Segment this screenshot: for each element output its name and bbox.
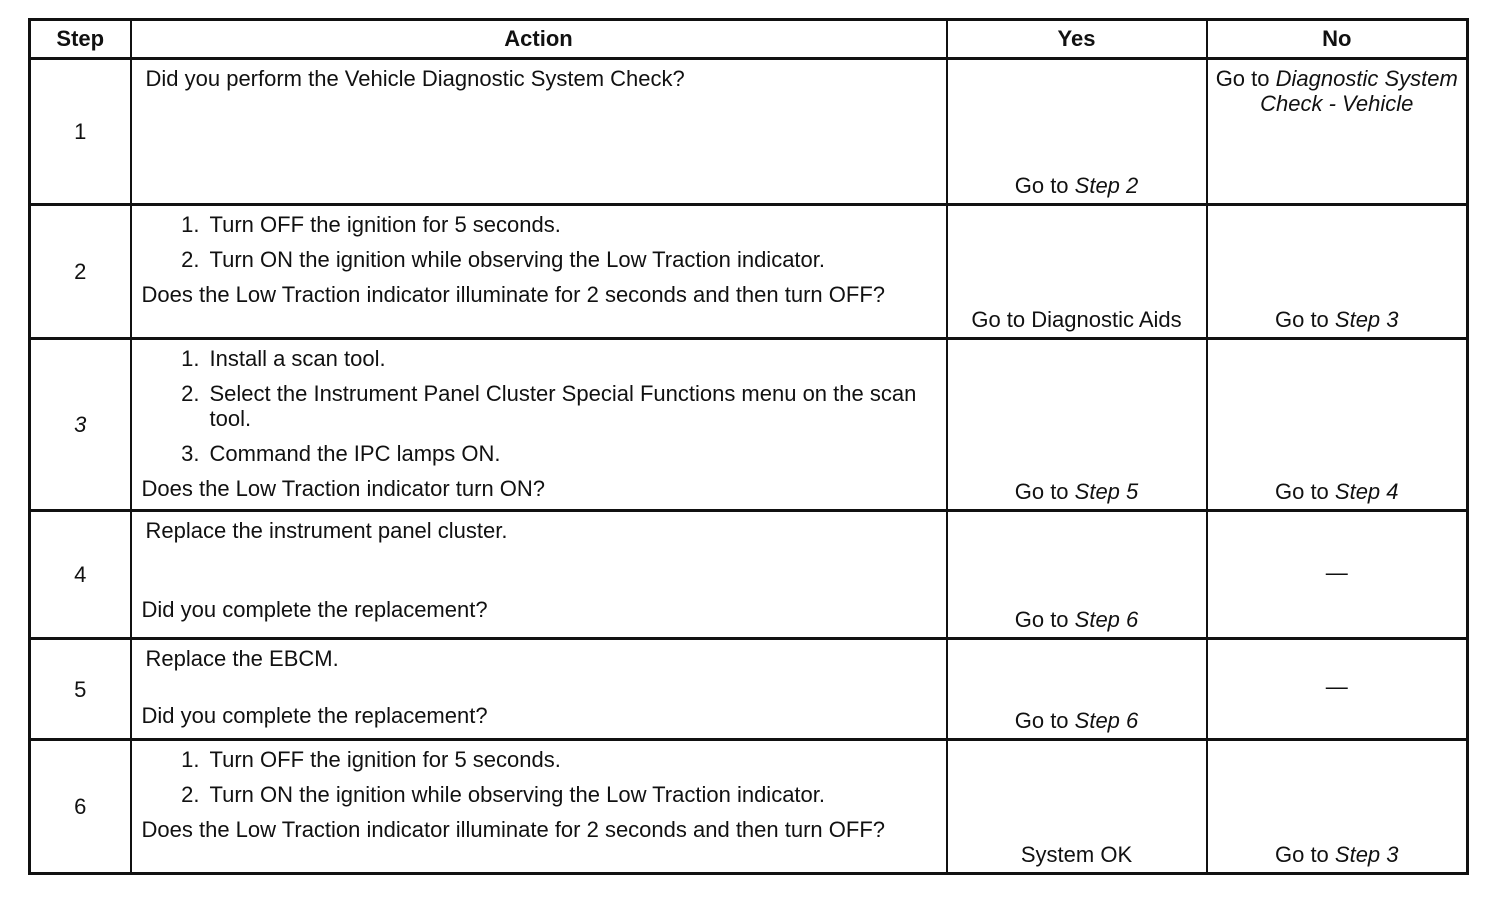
table-row	[30, 639, 1468, 740]
item-number: 1.	[181, 346, 200, 371]
no-target: Diagnostic System Check - Vehicle	[1260, 66, 1458, 116]
list-item	[142, 782, 924, 807]
no-target: Step 3	[1334, 307, 1399, 332]
no-target: Step 4	[1334, 479, 1399, 504]
step-number: 5	[30, 639, 131, 740]
yes-cell	[947, 639, 1207, 740]
table-row	[30, 59, 1468, 205]
no-dash: —	[1325, 559, 1348, 585]
item-text: Turn OFF the ignition for 5 seconds.	[209, 747, 561, 772]
list-item	[142, 381, 924, 431]
yes-prefix: Go to	[1014, 607, 1075, 632]
table-row	[30, 205, 1468, 339]
yes-cell: Go to Diagnostic Aids	[947, 205, 1207, 339]
question-text: Does the Low Traction indicator illuminate for 2 seconds and then turn OFF?	[141, 817, 885, 842]
no-target: Step 3	[1334, 842, 1399, 867]
yes-cell	[947, 511, 1207, 639]
item-text: Command the IPC lamps ON.	[209, 441, 501, 466]
list-item	[142, 212, 924, 237]
item-text: Turn ON the ignition while observing the Low Traction indicator.	[209, 782, 826, 807]
yes-target: Step 6	[1074, 708, 1139, 733]
list-item	[142, 346, 924, 371]
question-text: Does the Low Traction indicator turn ON?	[141, 476, 546, 501]
no-dash: —	[1325, 674, 1348, 699]
list-item	[142, 747, 924, 772]
step-number: 3	[30, 339, 131, 511]
item-text: Install a scan tool.	[209, 346, 386, 371]
question-text: Did you perform the Vehicle Diagnostic System Check?	[145, 66, 685, 91]
no-cell	[1207, 59, 1468, 205]
yes-prefix: Go to	[1014, 173, 1075, 198]
yes-prefix: Go to	[1014, 708, 1075, 733]
no-prefix: Go to	[1274, 307, 1335, 332]
question-text: Does the Low Traction indicator illuminate for 2 seconds and then turn OFF?	[141, 282, 885, 307]
item-number: 2.	[181, 782, 200, 807]
step-number: 4	[30, 511, 131, 639]
no-prefix: Go to	[1215, 66, 1276, 91]
yes-target: Step 6	[1074, 607, 1139, 632]
no-prefix: Go to	[1274, 479, 1335, 504]
yes-cell	[947, 339, 1207, 511]
no-prefix: Go to	[1274, 842, 1335, 867]
step-number: 2	[30, 205, 131, 339]
question-text: Did you complete the replacement?	[141, 597, 488, 622]
instruction-list	[142, 346, 924, 466]
item-number: 2.	[181, 247, 200, 272]
no-cell	[1207, 740, 1468, 874]
list-item	[142, 247, 924, 272]
table-row	[30, 511, 1468, 639]
item-number: 3.	[181, 441, 200, 466]
action-cell	[131, 339, 947, 511]
yes-target: Step 5	[1074, 479, 1139, 504]
no-cell	[1207, 639, 1468, 740]
item-number: 1.	[181, 747, 200, 772]
header-step: Step	[30, 20, 131, 59]
action-cell	[131, 740, 947, 874]
step-number: 1	[30, 59, 131, 205]
item-text: Select the Instrument Panel Cluster Special Functions menu on the scan tool.	[209, 381, 917, 431]
list-item	[142, 441, 924, 466]
instruction-text: Replace the EBCM.	[145, 646, 339, 671]
item-text: Turn ON the ignition while observing the Low Traction indicator.	[209, 247, 826, 272]
header-action: Action	[131, 20, 947, 59]
action-cell	[131, 639, 947, 740]
no-cell	[1207, 511, 1468, 639]
item-number: 1.	[181, 212, 200, 237]
table-row	[30, 740, 1468, 874]
action-cell	[131, 205, 947, 339]
instruction-text: Replace the instrument panel cluster.	[145, 518, 508, 543]
no-cell	[1207, 205, 1468, 339]
step-number: 6	[30, 740, 131, 874]
instruction-list	[142, 212, 924, 272]
header-yes: Yes	[947, 20, 1207, 59]
instruction-list	[142, 747, 924, 807]
yes-prefix: Go to	[1014, 479, 1075, 504]
yes-cell: System OK	[947, 740, 1207, 874]
no-cell	[1207, 339, 1468, 511]
action-cell	[131, 59, 947, 205]
yes-cell	[947, 59, 1207, 205]
question-text: Did you complete the replacement?	[141, 703, 488, 728]
diagnostic-table	[28, 18, 1469, 875]
yes-target: Step 2	[1074, 173, 1139, 198]
action-cell	[131, 511, 947, 639]
table-row	[30, 339, 1468, 511]
item-text: Turn OFF the ignition for 5 seconds.	[209, 212, 561, 237]
item-number: 2.	[181, 381, 200, 406]
header-row	[30, 20, 1468, 59]
header-no: No	[1207, 20, 1468, 59]
